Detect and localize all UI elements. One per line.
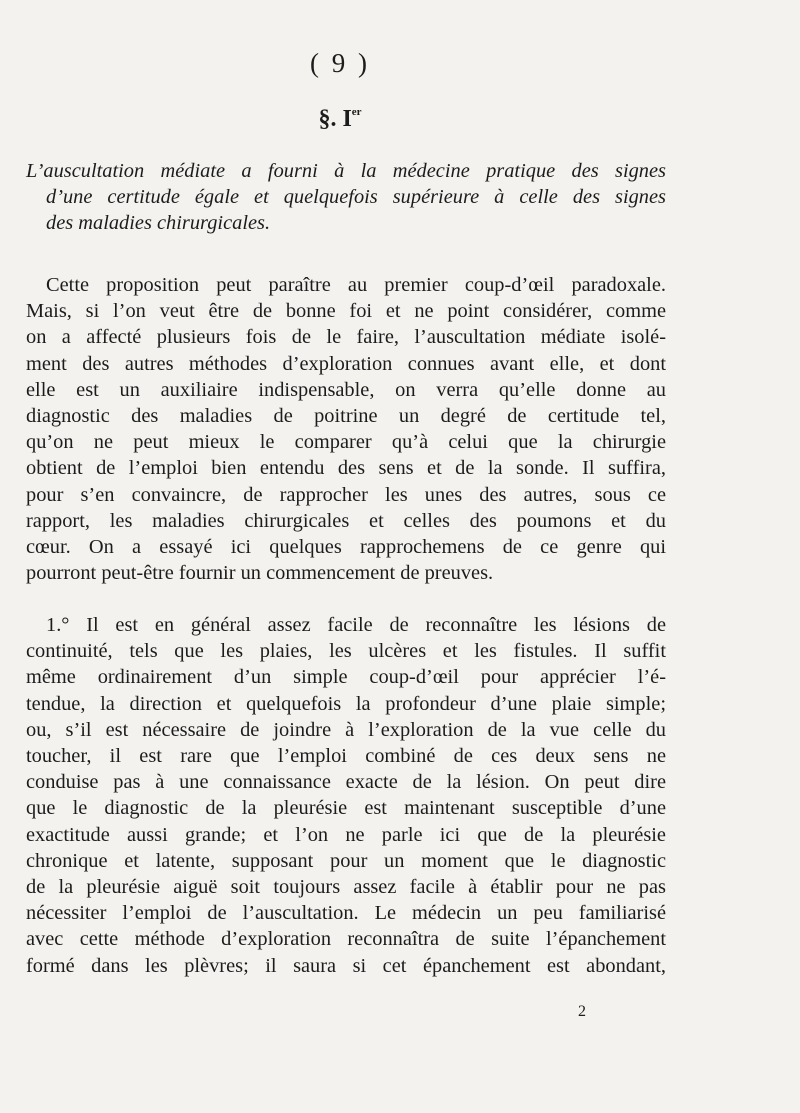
text-line: tendue, la direction et quelquefois la profondeur d’une plaie simple; — [26, 692, 666, 715]
section-heading-superscript: er — [351, 106, 362, 118]
text-line: que le diagnostic de la pleurésie est maintenant susceptible d’une — [26, 797, 666, 820]
text-line: elle est un auxiliaire indispensable, on verra qu’elle donne au — [26, 378, 666, 401]
text-line: conduise pas à une connaissance exacte de la lésion. On peut dire — [26, 771, 666, 794]
text-line: obtient de l’emploi bien entendu des sens et de la sonde. Il suffira, — [26, 457, 666, 480]
proposition-line: des maladies chirurgicales. — [46, 212, 271, 234]
proposition-line: L’auscultation médiate a fourni à la médecine pratique des signes — [26, 160, 666, 182]
text-line: pourront peut-être fournir un commencement de preuves. — [26, 562, 494, 585]
text-line: ment des autres méthodes d’exploration connues avant elle, et dont — [26, 352, 666, 375]
text-line: ou, s’il est nécessaire de joindre à l’exploration de la vue celle du — [26, 718, 666, 741]
text-line: rapport, les maladies chirurgicales et celles des poumons et du — [26, 509, 666, 532]
text-line: exactitude aussi grande; et l’on ne parle ici que de la pleurésie — [26, 823, 666, 846]
text-line: Mais, si l’on veut être de bonne foi et ne point considérer, comme — [26, 300, 666, 323]
text-line: avec cette méthode d’exploration reconnaîtra de suite l’épanchement — [26, 928, 666, 951]
text-line: même ordinairement d’un simple coup-d’œil pour apprécier l’é- — [26, 666, 666, 689]
text-line: 1.° Il est en général assez facile de reconnaître les lésions de — [46, 614, 666, 636]
text-line: cœur. On a essayé ici quelques rapprochemens de ce genre qui — [26, 536, 666, 559]
text-line: diagnostic des maladies de poitrine un degré de certitude tel, — [26, 405, 666, 428]
text-line: toucher, il est rare que l’emploi combiné de ces deux sens ne — [26, 745, 666, 768]
section-heading — [0, 106, 680, 133]
text-line: nécessiter l’emploi de l’auscultation. Le médecin un peu familiarisé — [26, 902, 666, 925]
text-line: formé dans les plèvres; il saura si cet épanchement est abondant, — [26, 954, 666, 977]
text-line: on a affecté plusieurs fois de le faire, l’auscultation médiate isolé- — [26, 326, 666, 349]
text-line: de la pleurésie aiguë soit toujours assez facile à établir pour ne pas — [26, 876, 666, 899]
text-line: Cette proposition peut paraître au premier coup-d’œil paradoxale. — [46, 274, 666, 296]
section-heading-text: §. I — [318, 106, 352, 132]
paragraph-1 — [26, 272, 666, 586]
text-line: continuité, tels que les plaies, les ulcères et les fistules. Il suffit — [26, 640, 666, 663]
text-line: pour s’en convaincre, de rapprocher les unes des autres, sous ce — [26, 483, 666, 506]
text-line: qu’on ne peut mieux le comparer qu’à celui que la chirurgie — [26, 431, 666, 454]
signature-mark: 2 — [578, 1003, 586, 1020]
text-line: chronique et latente, supposant pour un moment que le diagnostic — [26, 849, 666, 872]
page-number: ( 9 ) — [310, 48, 370, 78]
proposition-line: d’une certitude égale et quelquefois supérieure à celle des signes — [46, 186, 666, 208]
paragraph-2 — [26, 612, 666, 979]
proposition-statement — [26, 158, 666, 236]
